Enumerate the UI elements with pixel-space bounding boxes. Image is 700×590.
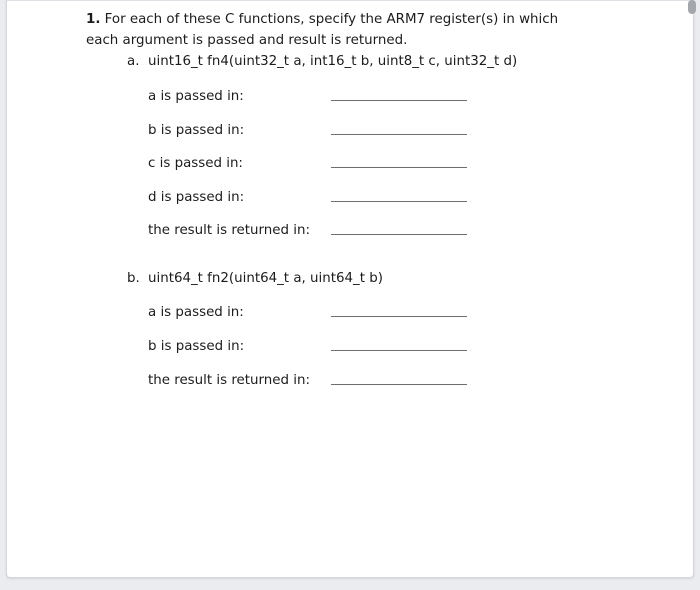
answer-label: a is passed in:	[148, 305, 244, 320]
answer-label: c is passed in:	[148, 156, 243, 171]
answer-label: b is passed in:	[148, 123, 245, 138]
document-page	[6, 0, 694, 578]
answer-blank-line	[331, 316, 467, 317]
part-a-function-signature: uint16_t fn4(uint32_t a, int16_t b, uint8_t c, uint32_t d)	[148, 54, 518, 69]
answer-row	[148, 123, 478, 139]
answer-label: d is passed in:	[148, 190, 245, 205]
answer-blank-line	[331, 384, 467, 385]
answer-row	[148, 305, 478, 321]
answer-blank-line	[331, 201, 467, 202]
question-text: For each of these C functions, specify the ARM7 register(s) in which each argument is passed and result is returned.	[86, 12, 559, 48]
answer-blank-line	[331, 134, 467, 135]
answer-label: the result is returned in:	[148, 223, 310, 238]
answer-blank-line	[331, 350, 467, 351]
answer-row	[148, 339, 478, 355]
part-b-header	[127, 270, 383, 287]
answer-blank-line	[331, 100, 467, 101]
answer-label: the result is returned in:	[148, 373, 310, 388]
answer-row	[148, 156, 478, 172]
answer-row	[148, 190, 478, 206]
part-b-function-signature: uint64_t fn2(uint64_t a, uint64_t b)	[148, 271, 383, 286]
answer-row	[148, 373, 478, 389]
part-a-header	[127, 53, 517, 70]
answer-blank-line	[331, 167, 467, 168]
question-number: 1.	[86, 12, 101, 27]
answer-blank-line	[331, 234, 467, 235]
question-statement	[86, 9, 586, 51]
answer-label: b is passed in:	[148, 339, 245, 354]
answer-row	[148, 89, 478, 105]
part-b-label: b.	[127, 271, 140, 286]
scrollbar-thumb[interactable]	[688, 0, 696, 14]
answer-label: a is passed in:	[148, 89, 244, 104]
part-a-label: a.	[127, 54, 140, 69]
answer-row	[148, 223, 478, 239]
